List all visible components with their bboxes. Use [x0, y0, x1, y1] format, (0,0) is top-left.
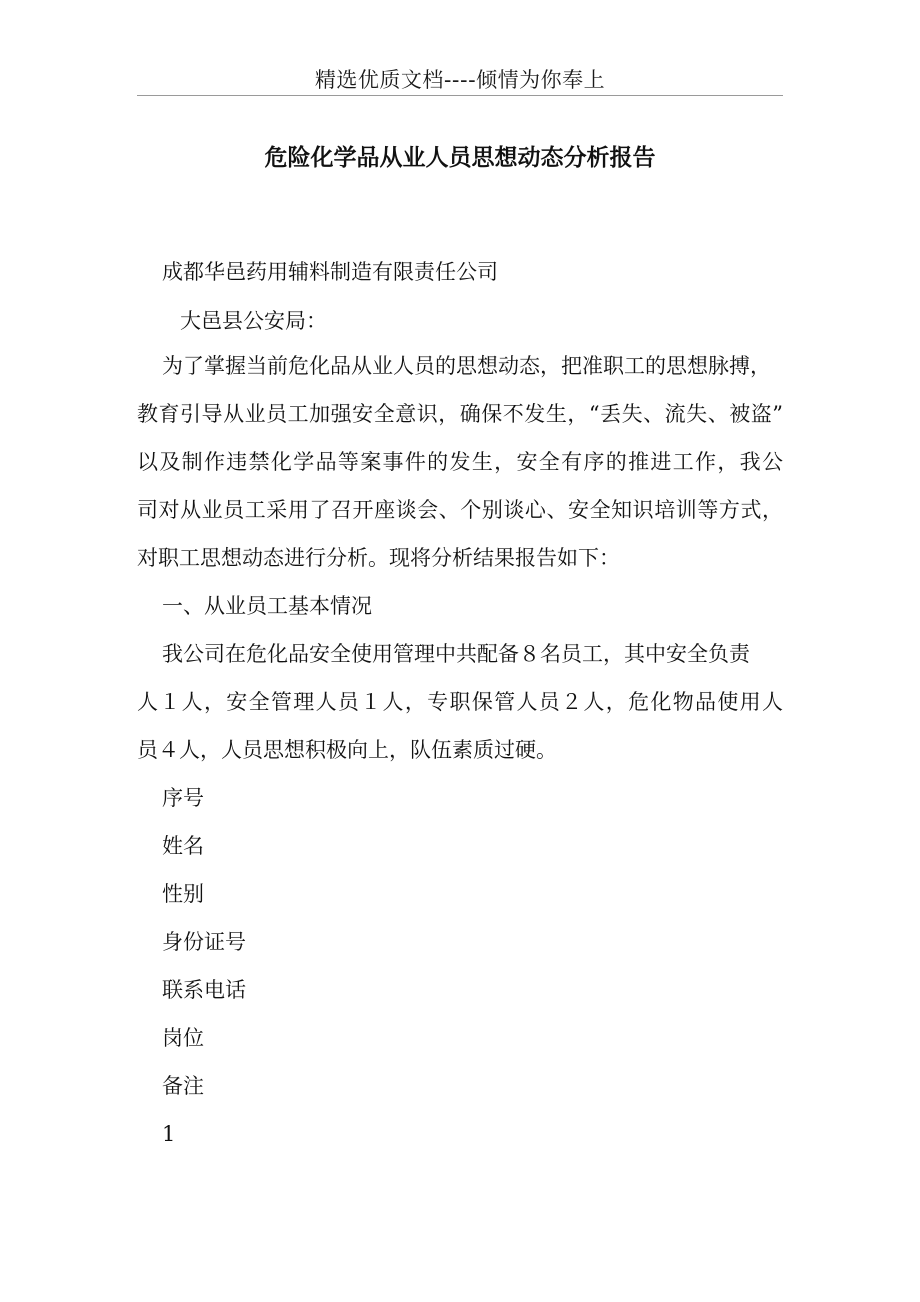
section-line: 员４人，人员思想积极向上，队伍素质过硬。	[137, 738, 557, 762]
table-header-cell: 性别	[162, 882, 204, 906]
table-header-cell: 姓名	[162, 834, 204, 858]
document-title: 危险化学品从业人员思想动态分析报告	[264, 145, 656, 171]
table-header-cell: 岗位	[162, 1026, 204, 1050]
table-header-cell: 备注	[162, 1074, 204, 1098]
section-line: 我公司在危化品安全使用管理中共配备８名员工，其中安全负责	[162, 642, 750, 666]
header-divider	[137, 95, 783, 96]
intro-line: 司对从业员工采用了召开座谈会、个别谈心、安全知识培训等方式，	[137, 498, 783, 522]
intro-line: 对职工思想动态进行分析。现将分析结果报告如下：	[137, 546, 620, 570]
intro-line: 为了掌握当前危化品从业人员的思想动态，把准职工的思想脉搏，	[162, 354, 771, 378]
page-header: 精选优质文档----倾情为你奉上	[314, 68, 606, 92]
table-cell: 1	[162, 1122, 176, 1146]
section-heading: 一、从业员工基本情况	[162, 594, 372, 618]
intro-line: 教育引导从业员工加强安全意识，确保不发生，“丢失、流失、被盗”	[137, 402, 783, 426]
recipient-line: 大邑县公安局：	[180, 309, 327, 333]
intro-line: 以及制作违禁化学品等案事件的发生，安全有序的推进工作，我公	[137, 450, 783, 474]
company-name: 成都华邑药用辅料制造有限责任公司	[162, 260, 498, 284]
body-text	[137, 352, 783, 1168]
section-line: 人１人，安全管理人员１人，专职保管人员２人，危化物品使用人	[137, 690, 783, 714]
table-header-cell: 序号	[162, 786, 204, 810]
table-header-cell: 联系电话	[162, 978, 246, 1002]
table-header-cell: 身份证号	[162, 930, 246, 954]
